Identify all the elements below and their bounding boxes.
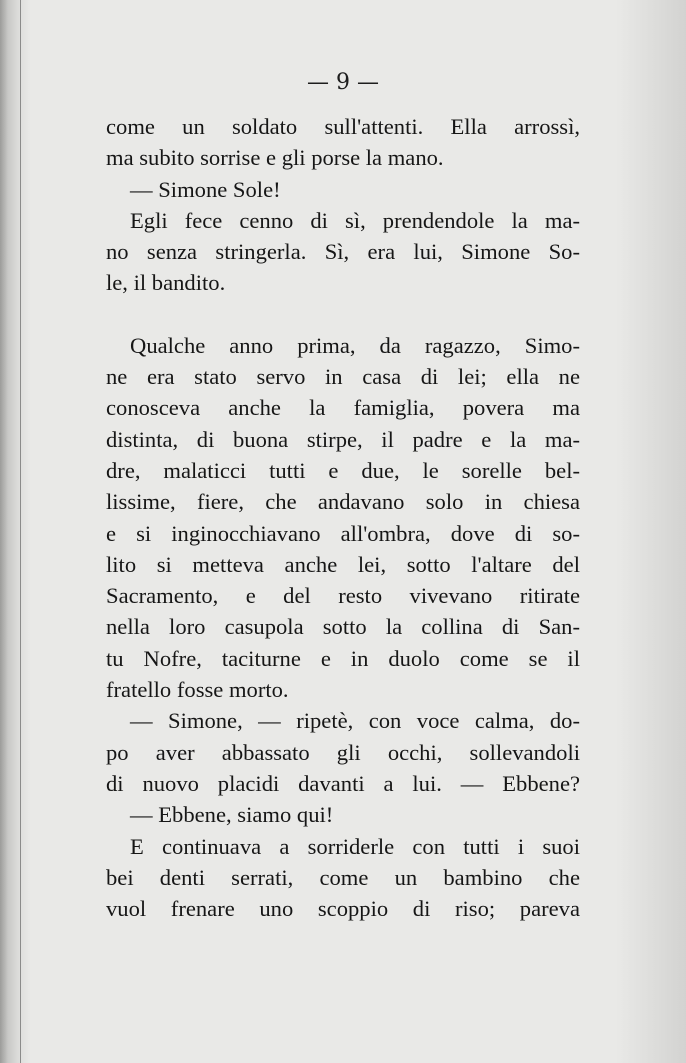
page-spine-shadow (0, 0, 30, 1063)
page-spine-line (20, 0, 21, 1063)
text-line: lito si metteva anche lei, sotto l'altare del (106, 551, 580, 577)
page-body-text (106, 111, 580, 924)
text-line: come un soldato sull'attenti. Ella arrossì, (106, 114, 580, 139)
text-line: e si inginocchiavano all'ombra, dove di so- (106, 520, 580, 546)
page-edge-shadow (616, 0, 686, 1063)
text-line: Egli fece cenno di sì, prendendole la ma- (130, 207, 580, 233)
text-line: fratello fosse morto. (106, 677, 289, 703)
text-line: tu Nofre, taciturne e in duolo come se il (106, 645, 580, 671)
text-line: no senza stringerla. Sì, era lui, Simone So- (106, 239, 580, 265)
text-line: Sacramento, e del resto vivevano ritirate (106, 583, 580, 609)
page-number: — 9 — (307, 70, 379, 95)
text-line: lissime, fiere, che andavano solo in chiesa (106, 489, 580, 515)
text-line: ma subito sorrise e gli porse la mano. (106, 145, 444, 171)
text-line: conosceva anche la famiglia, povera ma (106, 395, 580, 421)
text-line: distinta, di buona stirpe, il padre e la ma- (106, 426, 580, 452)
text-line: — Ebbene, siamo qui! (130, 802, 334, 828)
text-line: dre, malaticci tutti e due, le sorelle bel- (106, 457, 580, 483)
text-line: nella loro casupola sotto la collina di San- (106, 614, 580, 640)
paragraph-gap (106, 299, 580, 330)
text-line: bei denti serrati, come un bambino che (106, 864, 580, 890)
text-line: vuol frenare uno scoppio di riso; pareva (106, 896, 580, 922)
text-line: E continuava a sorriderle con tutti i suoi (130, 833, 580, 859)
text-line: le, il bandito. (106, 270, 226, 296)
text-line: ne era stato servo in casa di lei; ella ne (106, 364, 580, 390)
text-line: Qualche anno prima, da ragazzo, Simo- (130, 332, 580, 358)
text-line: po aver abbassato gli occhi, sollevandoli (106, 739, 580, 765)
text-line: di nuovo placidi davanti a lui. — Ebbene? (106, 770, 580, 796)
text-line: — Simone, — ripetè, con voce calma, do- (130, 708, 580, 734)
text-line: — Simone Sole! (130, 176, 281, 202)
